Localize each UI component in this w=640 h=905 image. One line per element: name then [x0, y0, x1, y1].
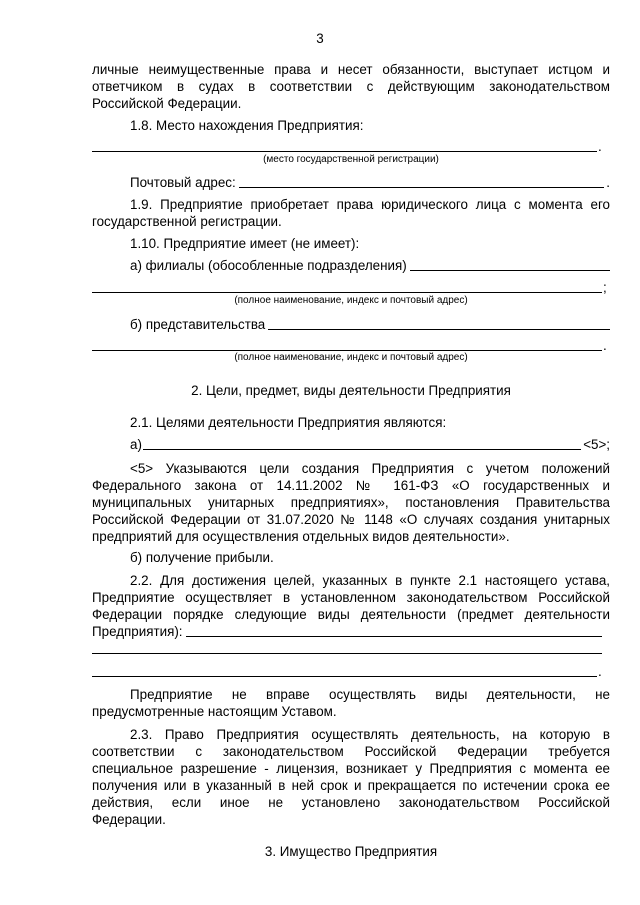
- activities-label: Предприятия):: [92, 624, 183, 639]
- text-line: 2.3. Право Предприятия осуществлять деятельность, на которую в: [130, 727, 610, 742]
- text-line: специальное разрешение - лицензия, возникает у Предприятия с момента ее: [92, 761, 610, 776]
- section-3-heading: 3. Имущество Предприятия: [264, 844, 438, 859]
- branches-blank-line-2[interactable]: [92, 292, 602, 293]
- branches-caption: (полное наименование, индекс и почтовый адрес): [234, 295, 468, 306]
- page-number: 3: [316, 31, 324, 46]
- representatives-row: [92, 316, 610, 333]
- text-line: действия, если иное не установлено законодательством Российской: [92, 795, 610, 810]
- clause-2-1-label: 2.1. Целями деятельности Предприятия являются:: [130, 415, 447, 430]
- text-line: 1.9. Предприятие приобретает права юридического лица с момента его: [130, 197, 610, 212]
- text-line: 2.2. Для достижения целей, указанных в пункте 2.1 настоящего устава,: [130, 573, 610, 588]
- representatives-blank[interactable]: [268, 316, 610, 330]
- footnote-line: <5> Указываются цели создания Предприятия с учетом положений: [130, 461, 610, 476]
- postal-address-label: Почтовый адрес:: [130, 175, 236, 190]
- text-line: предусмотренные настоящим Уставом.: [92, 704, 337, 719]
- goal-a-row: [92, 436, 610, 453]
- text-line: Предприятие не вправе осуществлять виды деятельности, не: [130, 687, 610, 702]
- end-mark: .: [598, 139, 602, 154]
- footnote-line: предприятий для осуществления отдельных видов деятельности».: [92, 529, 510, 544]
- branches-blank[interactable]: [410, 257, 610, 271]
- branches-label: а) филиалы (обособленные подразделения): [130, 258, 407, 273]
- representatives-caption: (полное наименование, индекс и почтовый адрес): [234, 352, 468, 363]
- section-2-heading: 2. Цели, предмет, виды деятельности Предприятия: [191, 383, 511, 398]
- footnote-ref: <5>;: [583, 437, 610, 452]
- footnote-line: Федерального закона от 14.11.2002 № 161-ФЗ «О государственных и: [92, 478, 610, 493]
- activities-row: [92, 623, 610, 640]
- goal-b: б) получение прибыли.: [130, 550, 274, 565]
- location-caption: (место государственной регистрации): [263, 154, 439, 165]
- clause-1-8-label: 1.8. Место нахождения Предприятия:: [130, 118, 364, 133]
- text-line: получения или в указанный в ней срок и прекращается по истечении срока ее: [92, 778, 610, 793]
- postal-address-row: [92, 174, 610, 191]
- end-mark: .: [598, 664, 602, 679]
- footnote-line: муниципальных унитарных предприятиях», постановления Правительства: [92, 495, 610, 510]
- text-line: ответчиком в судах в соответствии с действующим законодательством: [92, 79, 610, 94]
- activities-blank[interactable]: [186, 623, 602, 637]
- text-line: государственной регистрации.: [92, 214, 282, 229]
- postal-address-blank[interactable]: [239, 174, 605, 188]
- text-line: Федерации порядке следующие виды деятельности (предмет деятельности: [92, 607, 610, 622]
- text-line: Российской Федерации.: [92, 96, 242, 111]
- goal-a-prefix: а): [130, 437, 142, 452]
- text-line: соответствии с законодательством Российской Федерации требуется: [92, 744, 610, 759]
- end-mark: .: [606, 175, 610, 190]
- end-mark: ;: [603, 280, 607, 295]
- activities-blank-line-2[interactable]: [92, 653, 602, 654]
- branches-row: [92, 257, 610, 274]
- end-mark: .: [603, 338, 607, 353]
- text-line: Федерации.: [92, 812, 166, 827]
- representatives-label: б) представительства: [130, 317, 266, 332]
- location-blank-line[interactable]: [92, 151, 597, 152]
- goal-a-blank[interactable]: [143, 436, 581, 450]
- representatives-blank-line-2[interactable]: [92, 350, 602, 351]
- clause-1-10-label: 1.10. Предприятие имеет (не имеет):: [130, 236, 360, 251]
- text-line: Предприятие осуществляет в установленном законодательством Российской: [92, 590, 610, 605]
- activities-blank-line-3[interactable]: [92, 676, 597, 677]
- footnote-line: Российской Федерации от 31.07.2020 № 1148 «О случаях создания унитарных: [92, 512, 610, 527]
- text-line: личные неимущественные права и несет обязанности, выступает истцом и: [92, 62, 610, 77]
